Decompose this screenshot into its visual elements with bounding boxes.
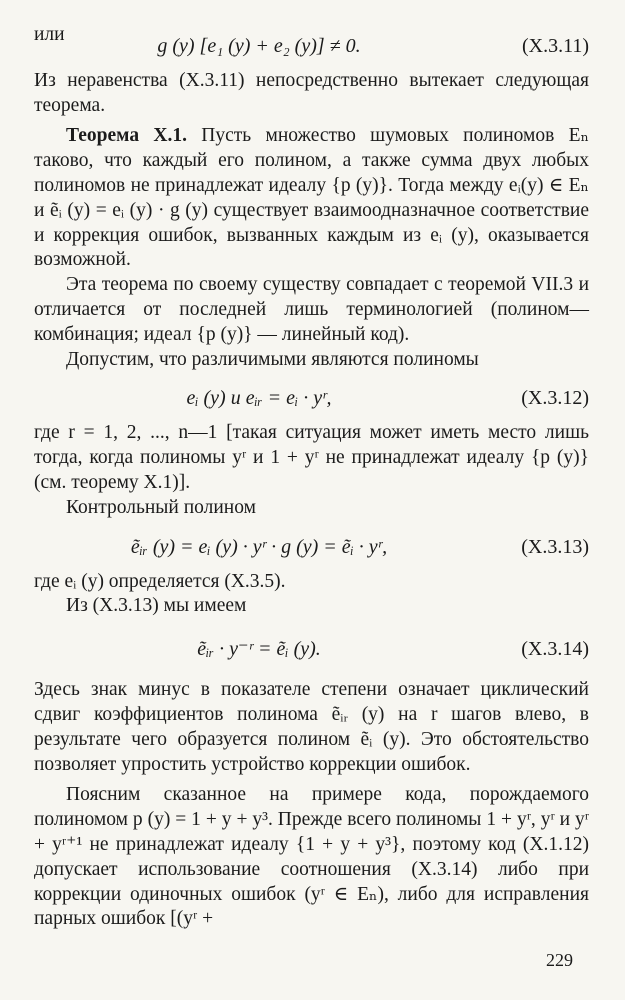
paragraph: Из неравенства (X.3.11) непосредственно вытекает следующая теорема. bbox=[34, 69, 589, 116]
equation-number: (X.3.13) bbox=[521, 535, 589, 558]
paragraph: где eᵢ (y) определяется (X.3.5). bbox=[34, 570, 286, 592]
paragraph: Контрольный полином bbox=[66, 496, 256, 518]
equation-x-3-12 bbox=[34, 386, 589, 413]
theorem-text: Пусть множество шумовых полиномов Eₙ таково, что каждый его полином, а также сумма двух любых полиномов не принадлежат идеалу {p (y)}. Тогда между eᵢ(y) ∈ Eₙ и ẽᵢ (y) = eᵢ (y) · g (y) существует взаимоодназначное соответствие и коррекция ошибок, вызванных каждым из eᵢ (y), оказывается возможной. bbox=[34, 125, 590, 271]
equation-x-3-14 bbox=[34, 637, 589, 664]
page-number: 229 bbox=[546, 950, 573, 970]
theorem-x-1 bbox=[34, 124, 589, 273]
lead-word: или bbox=[34, 24, 65, 45]
paragraph: Эта теорема по своему существу совпадает с теоремой VII.3 и отличается от последней лишь терминологией (полином—комбинация; идеал {p (y)} — линейный код). bbox=[34, 274, 589, 345]
equation-number: (X.3.12) bbox=[521, 387, 589, 410]
paragraph: Допустим, что различимыми являются полиномы bbox=[66, 348, 479, 370]
equation-expression: g (y) [e₁ (y) + e₂ (y)] ≠ 0. bbox=[157, 34, 361, 57]
paragraph: где r = 1, 2, ..., n—1 [такая ситуация может иметь место лишь тогда, когда полиномы yʳ и 1 + yʳ не принадлежат идеалу {p (y)} (см. теорему X.1)]. bbox=[34, 422, 589, 493]
page-body bbox=[34, 23, 589, 932]
equation-number: (X.3.14) bbox=[521, 638, 589, 661]
paragraph: Поясним сказанное на примере кода, порождаемого полиномом p (y) = 1 + y + y³. Прежде всего полиномы 1 + yʳ, yʳ и yʳ + yʳ⁺¹ не принадлежат идеалу {1 + y + y³}, поэтому код (X.1.12) допускает использование соотношения (X.3.14) либо при коррекции одиночных ошибок (yʳ ∈ Eₙ), либо для исправления парных ошибок [(yʳ + bbox=[34, 784, 589, 930]
equation-x-3-13 bbox=[34, 535, 589, 562]
equation-number: (X.3.11) bbox=[521, 34, 589, 57]
equation-x-3-11 bbox=[34, 34, 589, 61]
equation-expression: ẽᵢᵣ (y) = eᵢ (y) · yʳ · g (y) = ẽᵢ · yʳ, bbox=[130, 535, 388, 558]
paragraph: Здесь знак минус в показателе степени означает циклический сдвиг коэффициентов полинома ẽᵢᵣ (y) на r шагов влево, в результате чего образуется полином ẽᵢ (y). Это обстоятельство позволяет упростить устройство коррекции ошибок. bbox=[34, 679, 589, 775]
paragraph: Из (X.3.13) мы имеем bbox=[66, 595, 247, 617]
theorem-heading: Теорема X.1. bbox=[66, 125, 187, 147]
equation-expression: eᵢ (y) и eᵢᵣ = eᵢ · yʳ, bbox=[186, 387, 332, 410]
equation-expression: ẽᵢᵣ · y⁻ʳ = ẽᵢ (y). bbox=[197, 638, 321, 661]
